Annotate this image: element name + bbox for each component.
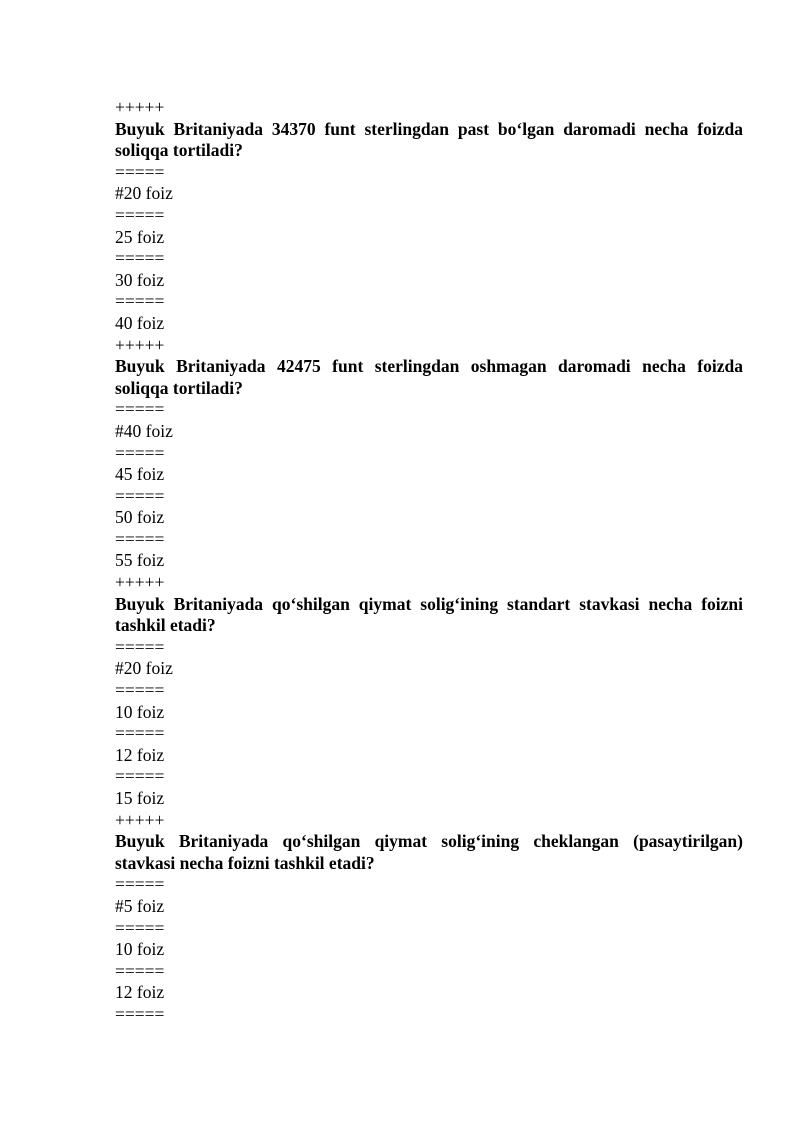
separator: ===== xyxy=(115,723,165,744)
separator: ===== xyxy=(115,960,165,981)
separator: ===== xyxy=(115,1003,165,1024)
separator: ===== xyxy=(115,442,165,463)
question-marker: +++++ xyxy=(115,572,165,593)
question-marker: +++++ xyxy=(115,97,165,117)
question-block xyxy=(115,810,743,1026)
answer-option: 12 foiz xyxy=(115,982,165,1003)
answer-option-correct: #5 foiz xyxy=(115,895,165,916)
answer-option: 12 foiz xyxy=(115,744,165,765)
separator: ===== xyxy=(115,917,165,938)
question-marker: +++++ xyxy=(115,334,165,355)
answer-option-correct: #20 foiz xyxy=(115,658,173,679)
answer-option: 40 foiz xyxy=(115,312,165,333)
separator: ===== xyxy=(115,485,165,506)
separator: ===== xyxy=(115,399,165,420)
question-text: Buyuk Britaniyada qo‘shilgan qiymat solig‘ining standart stavkasi necha foizni tashkil etadi? xyxy=(115,593,743,636)
separator: ===== xyxy=(115,204,165,225)
answer-option: 50 foiz xyxy=(115,507,165,528)
answer-option: 45 foiz xyxy=(115,464,165,485)
separator: ===== xyxy=(115,766,165,787)
question-text: Buyuk Britaniyada 42475 funt sterlingdan oshmagan daromadi necha foizda soliqqa tortiladi? xyxy=(115,356,743,398)
separator: ===== xyxy=(115,874,165,895)
question-text: Buyuk Britaniyada qo‘shilgan qiymat solig‘ining cheklangan (pasaytirilgan) stavkasi necha foizni tashkil etadi? xyxy=(115,831,743,873)
separator: ===== xyxy=(115,161,165,182)
question-block xyxy=(115,335,743,573)
separator: ===== xyxy=(115,291,165,312)
separator: ===== xyxy=(115,680,165,701)
question-marker: +++++ xyxy=(115,809,165,830)
question-block xyxy=(115,572,743,810)
answer-option: 10 foiz xyxy=(115,701,165,722)
answer-option: 30 foiz xyxy=(115,269,165,290)
separator: ===== xyxy=(115,528,165,549)
answer-option: 10 foiz xyxy=(115,939,165,960)
answer-option-correct: #20 foiz xyxy=(115,183,173,204)
separator: ===== xyxy=(115,248,165,269)
document-page xyxy=(115,97,743,1026)
answer-option-correct: #40 foiz xyxy=(115,420,173,441)
answer-option: 25 foiz xyxy=(115,226,165,247)
question-block xyxy=(115,97,743,335)
answer-option: 15 foiz xyxy=(115,788,165,808)
question-text: Buyuk Britaniyada 34370 funt sterlingdan past bo‘lgan daromadi necha foizda soliqqa tortiladi? xyxy=(115,118,743,161)
separator: ===== xyxy=(115,636,165,657)
answer-option: 55 foiz xyxy=(115,550,165,571)
